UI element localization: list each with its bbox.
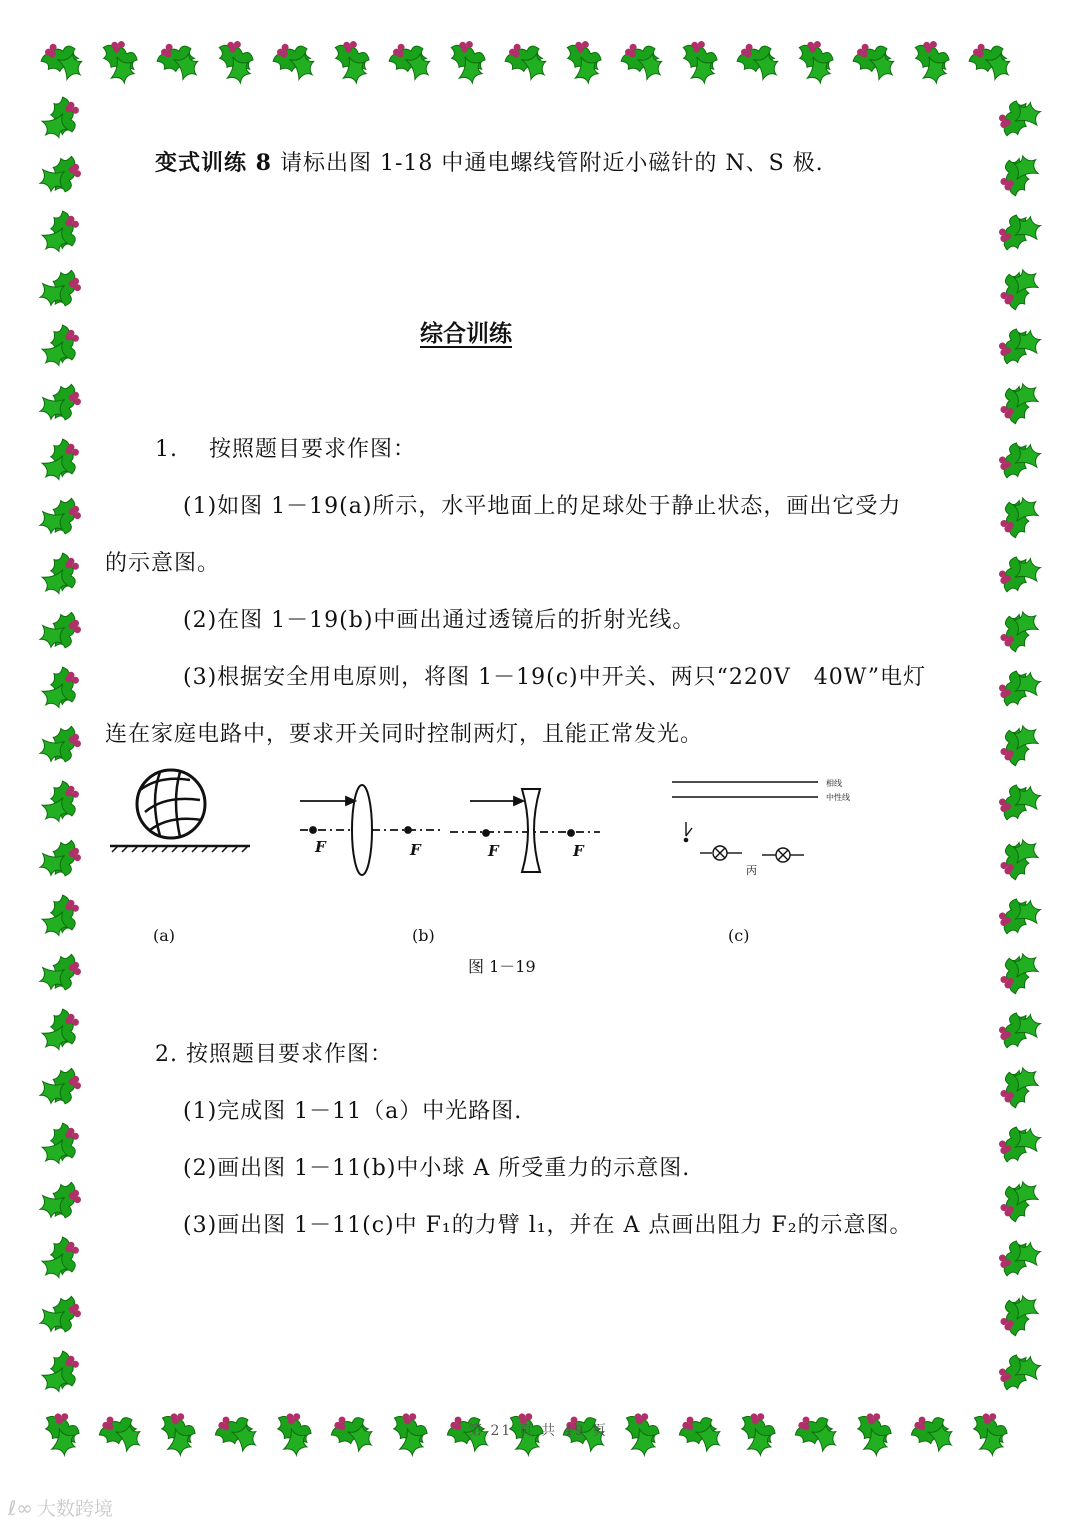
q1-part2: (2)在图 1－19(b)中画出通过透镜后的折射光线。	[183, 608, 696, 633]
holly-icon	[210, 36, 259, 85]
holly-icon	[94, 36, 143, 85]
holly-icon	[383, 1407, 434, 1458]
holly-icon	[267, 1407, 318, 1458]
focus-label-c-right: F	[573, 842, 584, 860]
focus-label-b-right: F	[410, 841, 421, 859]
variant-exercise	[155, 146, 824, 177]
holly-icon	[995, 1236, 1042, 1283]
holly-icon	[38, 550, 85, 597]
holly-icon	[995, 96, 1042, 143]
holly-icon	[210, 1408, 261, 1459]
q2-intro: 2. 按照题目要求作图：	[155, 1042, 393, 1067]
holly-icon	[151, 1407, 202, 1458]
holly-icon	[906, 36, 955, 85]
holly-icon	[39, 152, 84, 196]
variant-text: 请标出图 1-18 中通电螺线管附近小磁针的 N、S 极.	[271, 151, 824, 176]
holly-icon	[995, 438, 1042, 485]
holly-icon	[995, 210, 1042, 257]
holly-icon	[997, 1066, 1042, 1110]
figure-caption-c: (c)	[728, 926, 750, 945]
holly-icon	[733, 36, 782, 85]
watermark-text: 大数跨境	[36, 1498, 113, 1520]
section-title: 综合训练	[420, 320, 512, 347]
figure-caption-a: (a)	[153, 926, 176, 945]
holly-icon	[38, 208, 85, 255]
figure-caption-b: (b)	[412, 926, 435, 945]
q1-part3-line1: (3)根据安全用电原则，将图 1－19(c)中开关、两只“220V 40W”电灯	[183, 665, 927, 690]
holly-icon	[385, 36, 434, 85]
holly-icon	[965, 36, 1014, 85]
holly-icon	[997, 952, 1042, 996]
holly-icon	[38, 322, 85, 369]
holly-icon	[790, 1408, 841, 1459]
holly-icon	[995, 324, 1042, 371]
holly-icon	[326, 1408, 377, 1459]
holly-icon	[731, 1407, 782, 1458]
holly-icon	[674, 1408, 725, 1459]
circuit-char-label: 丙	[746, 864, 757, 877]
holly-icon	[38, 436, 85, 483]
holly-icon	[790, 36, 839, 85]
holly-icon	[995, 666, 1042, 713]
holly-icon	[906, 1408, 957, 1459]
q2-part2: (2)画出图 1－11(b)中小球 A 所受重力的示意图.	[183, 1156, 691, 1181]
holly-icon	[39, 1064, 84, 1108]
holly-icon	[38, 94, 85, 141]
live-wire-label: 相线	[826, 779, 842, 788]
holly-icon	[39, 380, 84, 424]
holly-icon	[849, 36, 898, 85]
holly-icon	[997, 610, 1042, 654]
variant-label: 变式训练 8	[155, 150, 272, 176]
holly-icon	[38, 664, 85, 711]
holly-icon	[615, 1407, 666, 1458]
q2-part3: (3)画出图 1－11(c)中 F₁的力臂 l₁，并在 A 点画出阻力 F₂的示意图。	[183, 1213, 913, 1238]
holly-icon	[39, 950, 84, 994]
holly-icon	[269, 36, 318, 85]
holly-icon	[997, 268, 1042, 312]
figure-1-19	[0, 760, 1080, 920]
focus-label-c-left: F	[488, 842, 499, 860]
holly-icon	[94, 1408, 145, 1459]
figure-b-convex-lens	[300, 785, 440, 875]
holly-icon	[38, 1234, 85, 1281]
holly-icon	[963, 1407, 1014, 1458]
holly-icon	[847, 1407, 898, 1458]
holly-icon	[558, 36, 607, 85]
figure-a-football	[110, 770, 250, 852]
holly-icon	[39, 608, 84, 652]
q1-part3-line2: 连在家庭电路中，要求开关同时控制两灯，且能正常发光。	[105, 722, 704, 747]
watermark-logo-icon: ℓ∞	[8, 1495, 33, 1520]
holly-icon	[997, 1294, 1042, 1338]
holly-icon	[442, 36, 491, 85]
holly-icon	[997, 382, 1042, 426]
holly-icon	[38, 1120, 85, 1167]
holly-icon	[37, 36, 86, 85]
page-number: 第 21 页 共 49 页	[468, 1423, 608, 1439]
watermark	[8, 1494, 113, 1521]
holly-icon	[997, 496, 1042, 540]
figure-title: 图 1－19	[468, 957, 536, 976]
holly-icon	[674, 36, 723, 85]
holly-icon	[997, 1180, 1042, 1224]
holly-icon	[501, 36, 550, 85]
q1-intro: 1. 按照题目要求作图：	[155, 437, 416, 462]
holly-icon	[995, 1350, 1042, 1397]
neutral-wire-label: 中性线	[826, 793, 850, 802]
q2-part1: (1)完成图 1－11（a）中光路图.	[183, 1099, 523, 1124]
holly-icon	[39, 1178, 84, 1222]
holly-icon	[995, 552, 1042, 599]
holly-icon	[38, 1348, 85, 1395]
holly-icon	[39, 494, 84, 538]
holly-icon	[995, 1122, 1042, 1169]
holly-icon	[617, 36, 666, 85]
focus-label-b-left: F	[315, 838, 326, 856]
q1-part1-line1: (1)如图 1－19(a)所示，水平地面上的足球处于静止状态，画出它受力	[183, 494, 902, 519]
holly-icon	[997, 154, 1042, 198]
holly-icon	[39, 1292, 84, 1336]
figure-c-circuit	[672, 782, 818, 862]
holly-icon	[995, 1008, 1042, 1055]
holly-icon	[38, 1006, 85, 1053]
holly-icon	[39, 266, 84, 310]
holly-icon	[326, 36, 375, 85]
holly-icon	[35, 1407, 86, 1458]
q1-part1-line2: 的示意图。	[105, 551, 221, 576]
holly-icon	[153, 36, 202, 85]
